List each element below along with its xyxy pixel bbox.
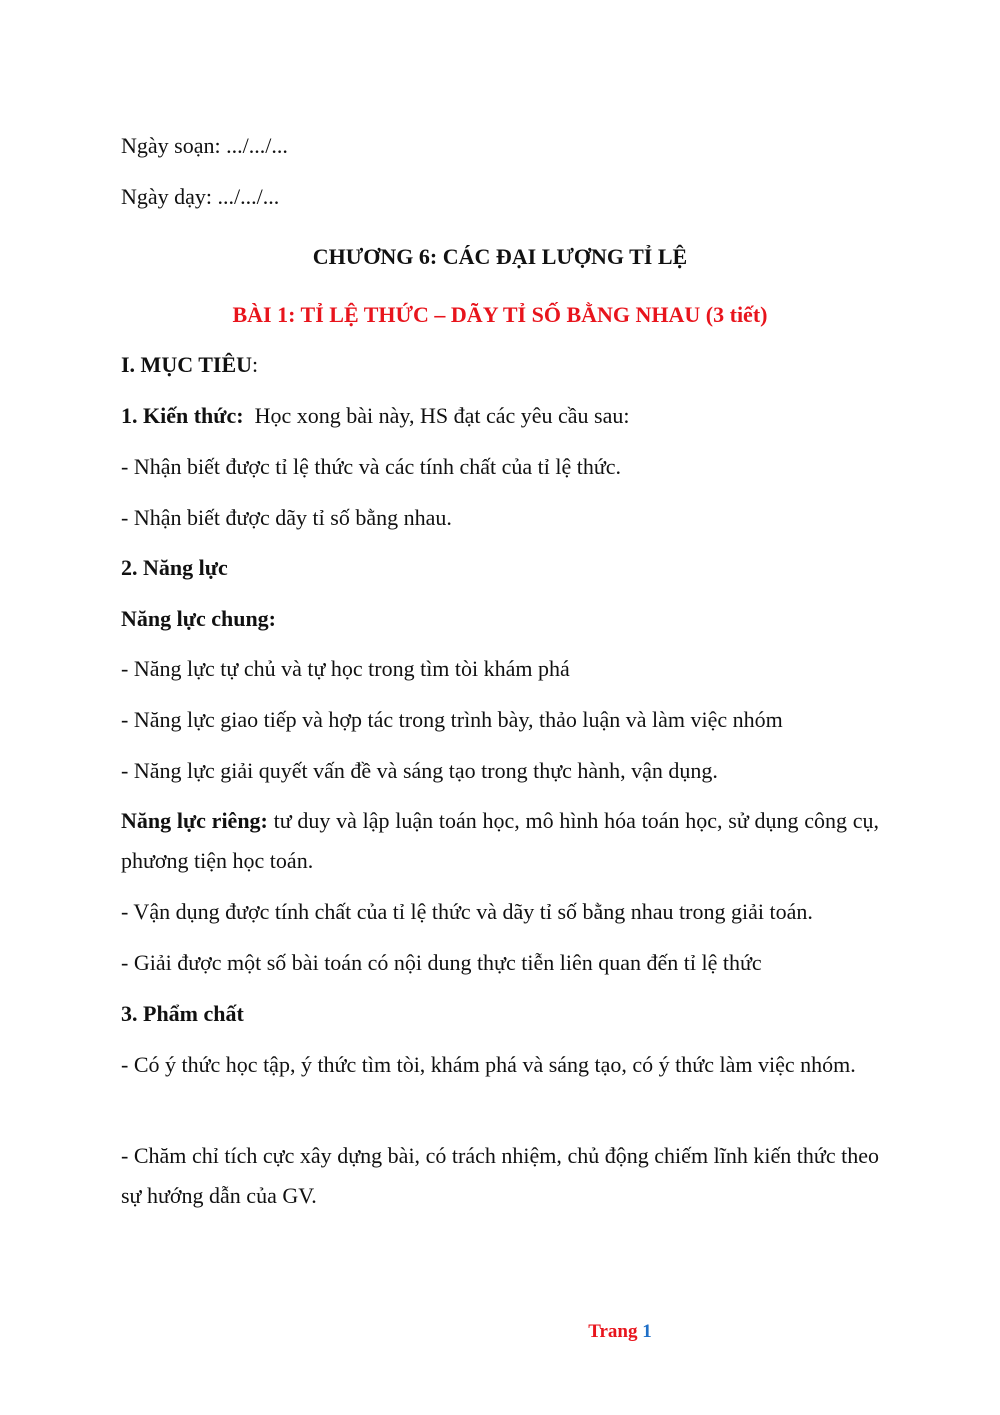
specific-competency-paragraph: [121, 801, 879, 881]
page-footer: [560, 1318, 680, 1346]
specific-competency-heading: Năng lực riêng:: [121, 808, 268, 833]
qualities-item: - Chăm chỉ tích cực xây dựng bài, có trách nhiệm, chủ động chiếm lĩnh kiến thức theo sự hướng dẫn của GV.: [121, 1143, 879, 1208]
section-heading-label: I. MỤC TIÊU: [121, 352, 253, 377]
section-heading-objectives: [121, 345, 879, 385]
chapter-title: CHƯƠNG 6: CÁC ĐẠI LƯỢNG TỈ LỆ: [312, 244, 688, 269]
general-competency-item: - Năng lực giải quyết vấn đề và sáng tạo trong thực hành, vận dụng.: [121, 758, 718, 783]
qualities-item: - Có ý thức học tập, ý thức tìm tòi, khám phá và sáng tạo, có ý thức làm việc nhóm.: [121, 1052, 856, 1077]
page-number: 1: [642, 1321, 652, 1342]
knowledge-intro: Học xong bài này, HS đạt các yêu cầu sau:: [243, 403, 630, 428]
general-competency-item: - Năng lực giao tiếp và hợp tác trong trình bày, thảo luận và làm việc nhóm: [121, 707, 783, 732]
date-prepared: Ngày soạn: .../.../...: [121, 133, 288, 158]
general-competency-item: - Năng lực tự chủ và tự học trong tìm tòi khám phá: [121, 656, 570, 681]
specific-competency-item: - Vận dụng được tính chất của tỉ lệ thức và dãy tỉ số bằng nhau trong giải toán.: [121, 899, 813, 924]
date-taught: Ngày dạy: .../.../...: [121, 184, 280, 209]
specific-competency-item: - Giải được một số bài toán có nội dung thực tiễn liên quan đến tỉ lệ thức: [121, 950, 762, 975]
knowledge-heading: 1. Kiến thức:: [121, 403, 244, 428]
qualities-heading: 3. Phẩm chất: [121, 1001, 244, 1026]
competency-heading: 2. Năng lực: [121, 555, 228, 580]
knowledge-heading-line: [121, 396, 879, 436]
section-heading-colon: :: [252, 352, 259, 377]
page-label: Trang: [588, 1321, 643, 1342]
general-competency-heading: Năng lực chung:: [121, 606, 276, 631]
specific-competency-text: tư duy và lập luận toán học, mô hình hóa toán học, sử dụng công cụ, phương tiện học toán.: [121, 808, 880, 873]
knowledge-item: - Nhận biết được dãy tỉ số bằng nhau.: [121, 505, 452, 530]
lesson-title: BÀI 1: TỈ LỆ THỨC – DÃY TỈ SỐ BẰNG NHAU (3 tiết): [232, 302, 768, 327]
knowledge-item: - Nhận biết được tỉ lệ thức và các tính chất của tỉ lệ thức.: [121, 454, 622, 479]
